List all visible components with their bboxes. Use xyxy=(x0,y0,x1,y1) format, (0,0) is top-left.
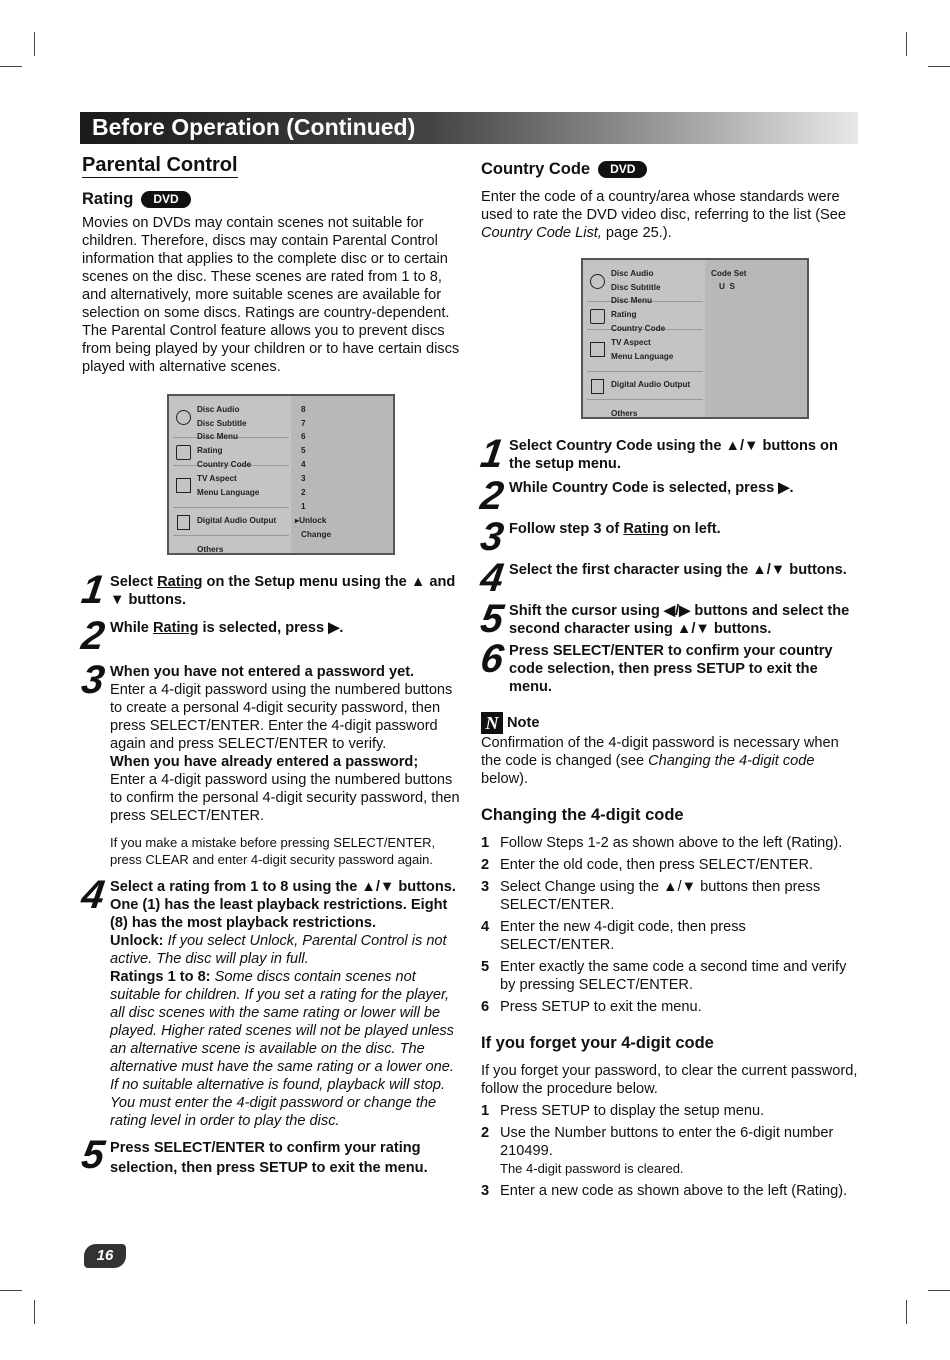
menu-item: Disc Subtitle xyxy=(197,419,247,428)
country-step-1: 1 Select Country Code using the ▲/▼ buttons on the setup menu. xyxy=(477,432,838,476)
dvd-badge: DVD xyxy=(598,161,647,178)
menu-item: Country Code xyxy=(197,460,252,469)
menu-item: Others xyxy=(611,409,638,418)
menu-item: Digital Audio Output xyxy=(611,380,691,389)
rating-value: ▸Unlock xyxy=(295,516,327,525)
crop-mark xyxy=(34,32,35,56)
menu-item: Menu Language xyxy=(197,488,260,497)
menu-item: Disc Menu xyxy=(611,296,652,305)
menu-item: TV Aspect xyxy=(611,338,651,347)
menu-item: Disc Menu xyxy=(197,432,238,441)
menu-item: Disc Audio xyxy=(197,405,240,414)
dvd-badge: DVD xyxy=(141,191,190,208)
country-step-5: 5 Shift the cursor using ◀/▶ buttons and select the second character using ▲/▼ buttons. xyxy=(477,597,850,641)
page-title: Before Operation (Continued) xyxy=(92,114,416,140)
list-item: 2 Use the Number buttons to enter the 6-digit number 210499. The 4-digit password is cleared. xyxy=(481,1125,834,1176)
rating-value: 4 xyxy=(301,460,306,469)
country-step-6: 6 Press SELECT/ENTER to confirm your country code selection, then press SETUP to exit the menu. xyxy=(477,637,833,695)
crop-mark xyxy=(928,66,950,67)
setup-menu-country xyxy=(581,258,809,419)
list-item: 1 Follow Steps 1-2 as shown above to the left (Rating). xyxy=(481,835,843,851)
rating-value: 2 xyxy=(301,488,306,497)
rating-intro: Movies on DVDs may contain scenes not suitable for children. Therefore, discs may contain Parental Control information that applies to the complete disc or to certain scenes on the disc. These scenes are rated from 1 to 8, and alternatively, more suitable scenes are available for selection on some discs. Ratings are country-dependent. The Parental Control feature allows you to prevent discs from being played by your children or to have certain discs played with alternative scenes. xyxy=(82,215,460,375)
section-title: Parental Control xyxy=(82,154,238,176)
list-item: 3 Select Change using the ▲/▼ buttons then press SELECT/ENTER. xyxy=(481,879,821,913)
list-item: 2 Enter the old code, then press SELECT/ENTER. xyxy=(481,857,814,873)
step-1: 1 Select Rating on the Setup menu using the ▲ and ▼ buttons. xyxy=(78,568,456,612)
country-step-3: 3 Follow step 3 of Rating on left. xyxy=(477,515,721,559)
forget-code-steps xyxy=(481,1102,861,1200)
rating-value: 3 xyxy=(301,474,306,483)
forget-code-title: If you forget your 4-digit code xyxy=(481,1034,714,1052)
rating-value: Change xyxy=(301,530,332,539)
disc-icon xyxy=(590,274,605,289)
list-item: 1 Press SETUP to display the setup menu. xyxy=(481,1103,765,1119)
note-icon: N xyxy=(481,712,503,734)
menu-item: Country Code xyxy=(611,324,666,333)
list-item: 4 Enter the new 4-digit code, then press SELECT/ENTER. xyxy=(481,919,746,953)
list-item: 5 Enter exactly the same code a second time and verify by pressing SELECT/ENTER. xyxy=(481,959,847,993)
rating-value: 1 xyxy=(301,502,306,511)
note-heading: N Note xyxy=(481,712,861,734)
tv-icon xyxy=(590,342,605,357)
country-intro: Enter the code of a country/area whose standards were used to rate the DVD video disc, referring to the list (See Country Code List, page 25.). xyxy=(481,189,847,241)
step-2: 2 While Rating is selected, press ▶. xyxy=(78,614,344,658)
step-3: 3 When you have not entered a password yet. Enter a 4-digit password using the numbered buttons to create a personal 4-digit security password, then press SELECT/ENTER. Enter the 4-digit password again and press SELECT/ENTER to verify. When you have already entered a password; Enter a 4-digit password using the numbered buttons to confirm the personal 4-digit security password, then press SELECT/ENTER. If you make a mistake before pressing SELECT/ENTER, press CLEAR and enter 4-digit security password again. xyxy=(82,663,462,868)
step-5: 5 Press SELECT/ENTER to confirm your rating selection, then press SETUP to exit the menu. xyxy=(78,1133,428,1177)
menu-item: Digital Audio Output xyxy=(197,516,277,525)
rating-value: 6 xyxy=(301,432,306,441)
list-item: 3 Enter a new code as shown above to the left (Rating). xyxy=(481,1183,848,1199)
change-code-steps xyxy=(481,834,861,1016)
menu-item: Disc Audio xyxy=(611,269,654,278)
tv-icon xyxy=(176,478,191,493)
crop-mark xyxy=(928,1290,950,1291)
list-item: 6 Press SETUP to exit the menu. xyxy=(481,999,702,1015)
change-code-title: Changing the 4-digit code xyxy=(481,806,684,824)
forget-intro: If you forget your password, to clear the current password, follow the procedure below. xyxy=(481,1063,858,1097)
left-column xyxy=(78,154,462,1178)
menu-item: Menu Language xyxy=(611,352,674,361)
rating-heading xyxy=(82,190,462,208)
speaker-icon xyxy=(591,379,604,394)
menu-item: Others xyxy=(197,545,224,554)
rating-value: 7 xyxy=(301,419,306,428)
page-number: 16 xyxy=(84,1244,126,1268)
lock-icon xyxy=(176,445,191,460)
note-text: Confirmation of the 4-digit password is necessary when the code is changed (see Changing the 4-digit code below). xyxy=(481,735,839,787)
country-step-2: 2 While Country Code is selected, press ▶. xyxy=(477,474,794,518)
rating-title: Rating xyxy=(82,190,134,208)
speaker-icon xyxy=(177,515,190,530)
crop-mark xyxy=(0,1290,22,1291)
country-code-heading xyxy=(481,160,861,178)
code-set-label: Code Set xyxy=(711,269,747,278)
header-bar xyxy=(80,112,858,144)
rating-value: 8 xyxy=(301,405,306,414)
crop-mark xyxy=(906,1300,907,1324)
crop-mark xyxy=(34,1300,35,1324)
disc-icon xyxy=(176,410,191,425)
crop-mark xyxy=(0,66,22,67)
menu-item: Rating xyxy=(611,310,637,319)
step-4: 4 Select a rating from 1 to 8 using the ▲/▼ buttons. One (1) has the least playback restrictions. Eight (8) has the most playback restrictions. Unlock: If you select Unlock, Parental Control is not active. The disc will play in full. Ratings 1 to 8: Some discs contain scenes not suitable for children. If you set a rating for the player, all disc scenes with the same rating or lower will be played. Higher rated scenes will not be played unless an alternative scene is available on the disc. The alternative must have the same rating or a lower one. If no suitable alternative is found, playback will stop. You must enter the 4-digit password or change the rating level in order to play the disc. xyxy=(78,873,456,1129)
rating-value: 5 xyxy=(301,446,306,455)
crop-mark xyxy=(906,32,907,56)
country-step-4: 4 Select the first character using the ▲/▼ buttons. xyxy=(477,556,847,600)
step-3-note: If you make a mistake before pressing SELECT/ENTER, press CLEAR and enter 4-digit security password again. xyxy=(110,835,436,867)
lock-icon xyxy=(590,309,605,324)
menu-item: Disc Subtitle xyxy=(611,283,661,292)
menu-item: Rating xyxy=(197,446,223,455)
right-column xyxy=(477,160,861,1200)
menu-item: TV Aspect xyxy=(197,474,237,483)
setup-menu-rating xyxy=(167,394,395,555)
code-set-value: U S xyxy=(719,282,735,291)
country-code-title: Country Code xyxy=(481,160,591,178)
